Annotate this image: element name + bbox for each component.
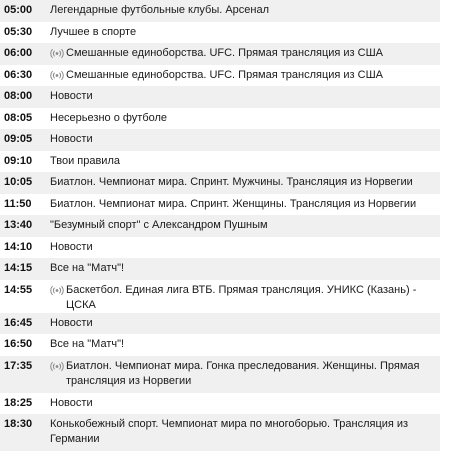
program-time: 16:45 xyxy=(4,316,33,329)
live-broadcast-icon xyxy=(50,47,64,60)
schedule-row[interactable] xyxy=(0,151,440,173)
program-title: Конькобежный спорт. Чемпионат мира по многоборью. Трансляция из Германии xyxy=(50,418,409,445)
schedule-row[interactable] xyxy=(0,237,440,259)
program-time: 18:30 xyxy=(4,418,33,430)
program-time: 17:35 xyxy=(4,359,33,372)
program-title: Все на "Матч"! xyxy=(50,338,125,350)
program-cell xyxy=(50,22,440,40)
program-cell xyxy=(50,108,440,126)
program-cell xyxy=(50,414,440,447)
program-time: 06:30 xyxy=(4,68,33,81)
schedule-row[interactable] xyxy=(0,86,440,108)
schedule-row[interactable] xyxy=(0,129,440,151)
program-cell xyxy=(50,258,440,276)
program-cell xyxy=(50,356,440,389)
program-title: Баскетбол. Единая лига ВТБ. Прямая трансляция. УНИКС (Казань) - ЦСКА xyxy=(66,283,417,311)
program-cell xyxy=(50,393,440,411)
program-time: 05:30 xyxy=(4,25,33,38)
program-cell xyxy=(50,43,440,61)
schedule-row[interactable] xyxy=(0,356,440,393)
schedule-row[interactable] xyxy=(0,22,440,44)
schedule-row[interactable] xyxy=(0,43,440,65)
program-time: 10:05 xyxy=(4,176,33,188)
program-title: Лучшее в спорте xyxy=(50,25,137,38)
program-time: 05:00 xyxy=(4,4,33,16)
program-title: Смешанные единоборства. UFC. Прямая трансляция из США xyxy=(66,68,384,81)
schedule-row[interactable] xyxy=(0,393,440,415)
program-time: 08:00 xyxy=(4,90,33,102)
program-time: 13:40 xyxy=(4,219,33,231)
program-title: Все на "Матч"! xyxy=(50,262,125,274)
program-time: 14:15 xyxy=(4,262,33,274)
schedule-row[interactable] xyxy=(0,65,440,87)
program-title: Биатлон. Чемпионат мира. Спринт. Мужчины. Трансляция из Норвегии xyxy=(50,176,413,188)
schedule-row[interactable] xyxy=(0,258,440,280)
program-title: Новости xyxy=(50,240,93,253)
program-cell xyxy=(50,194,440,212)
program-cell xyxy=(50,313,440,331)
program-cell xyxy=(50,237,440,255)
program-title: Несерьезно о футболе xyxy=(50,111,168,124)
program-title: Биатлон. Чемпионат мира. Спринт. Женщины. Трансляция из Норвегии xyxy=(50,197,417,210)
program-time: 18:25 xyxy=(4,396,33,409)
program-time: 16:50 xyxy=(4,338,33,350)
program-cell xyxy=(50,86,440,104)
program-title: Твои правила xyxy=(50,154,120,167)
program-time: 14:55 xyxy=(4,283,33,296)
schedule-row[interactable] xyxy=(0,414,440,451)
program-title: Биатлон. Чемпионат мира. Гонка преследования. Женщины. Прямая трансляция из Норвегии xyxy=(66,359,420,387)
program-cell xyxy=(50,151,440,169)
program-time: 06:00 xyxy=(4,47,33,59)
program-cell xyxy=(50,129,440,147)
schedule-row[interactable] xyxy=(0,313,440,335)
program-cell xyxy=(50,280,440,313)
live-broadcast-icon xyxy=(50,284,64,297)
program-time: 09:10 xyxy=(4,154,33,167)
program-time: 11:50 xyxy=(4,197,32,210)
program-title: Новости xyxy=(50,90,93,102)
schedule-row[interactable] xyxy=(0,334,440,356)
schedule-row[interactable] xyxy=(0,108,440,130)
program-title: Новости xyxy=(50,133,93,145)
program-title: Легендарные футбольные клубы. Арсенал xyxy=(50,4,270,16)
live-broadcast-icon xyxy=(50,360,64,373)
program-cell xyxy=(50,334,440,352)
program-title: Новости xyxy=(50,316,93,329)
live-broadcast-icon xyxy=(50,69,64,82)
schedule-row[interactable] xyxy=(0,280,440,313)
program-time: 09:05 xyxy=(4,133,33,145)
program-cell xyxy=(50,65,440,83)
schedule-row[interactable] xyxy=(0,215,440,237)
program-title: Смешанные единоборства. UFC. Прямая трансляция из США xyxy=(66,47,384,59)
schedule-row[interactable] xyxy=(0,194,440,216)
program-cell xyxy=(50,215,440,233)
program-time: 14:10 xyxy=(4,240,33,253)
schedule-row[interactable] xyxy=(0,172,440,194)
program-title: "Безумный спорт" с Александром Пушным xyxy=(50,219,268,231)
program-title: Новости xyxy=(50,396,93,409)
program-cell xyxy=(50,172,440,190)
program-cell xyxy=(50,0,440,18)
program-time: 08:05 xyxy=(4,111,33,124)
schedule-row[interactable] xyxy=(0,0,440,22)
